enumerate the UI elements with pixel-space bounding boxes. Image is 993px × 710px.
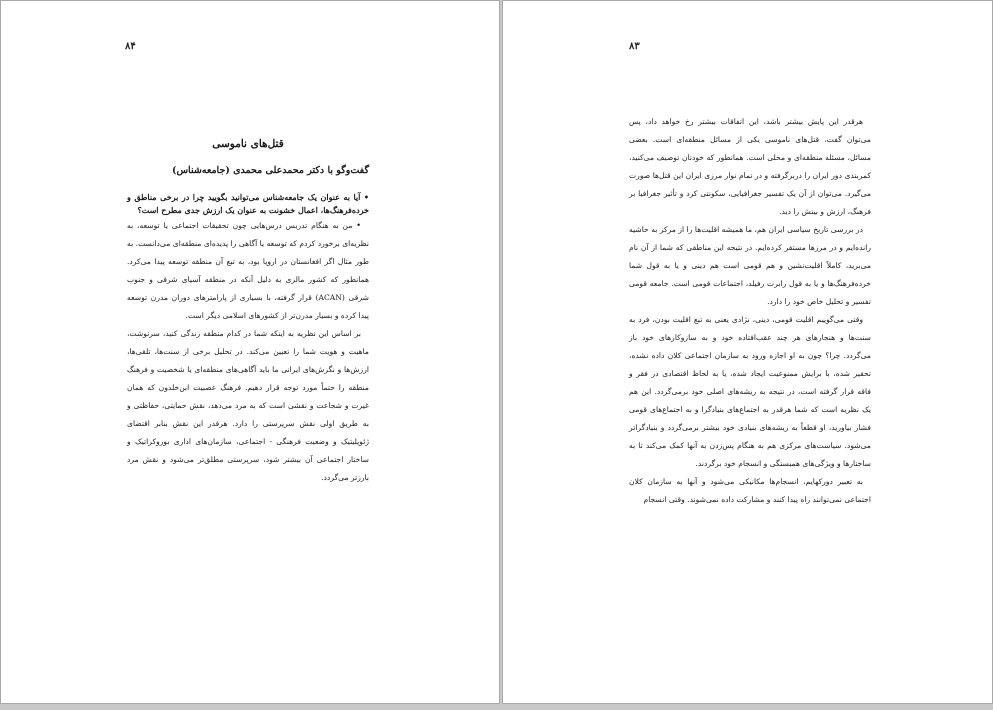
- chapter-title: قتل‌های ناموسی: [212, 138, 284, 150]
- chapter-subtitle: گفت‌وگو با دکتر محمدعلی محمدی (جامعه‌شناس): [171, 165, 369, 176]
- question-text: آیا به عنوان یک جامعه‌شناس می‌توانید بگویید چرا در برخی مناطق و خرده‌فرهنگ‌ها، اعمال خشونت به عنوان یک ارزش جدی مطرح است؟: [127, 192, 369, 215]
- left-page: [0, 0, 500, 704]
- paragraph: هرقدر این پایش بیشتر باشد، این اتفاقات بیشتر رخ خواهد داد، پس می‌توان گفت، قتل‌های ناموسی یکی از مسائل منطقه‌ای است. بعضی مسائل، مسئله منطقه‌ای و محلی است. همانطور که خودتان توصیف می‌کنید، کمربندی دور ایران را دربرگرفته و در تمام نوار مرزی ایران این قتل‌ها صورت می‌گیرد. می‌توان از آن یک تفسیر جغرافیایی، سکونتی کرد و تأثیر جغرافیا بر فرهنگ، ارزش و بینش را دید.: [629, 117, 871, 216]
- page-number: ۸۳: [629, 41, 640, 52]
- paragraph: [127, 217, 369, 325]
- left-page-body: [127, 135, 369, 487]
- paragraph: به تعبیر دورکهایم، انسجام‌ها مکانیکی می‌شود و آنها به سازمان کلان اجتماعی نمی‌توانند راه پیدا کنند و مشارکت داده نمی‌شوند. وقتی انسجام: [629, 477, 871, 504]
- paragraph-text: من به هنگام تدریس درس‌هایی چون تحقیقات اجتماعی یا توسعه، به نظریه‌ای برخورد کردم که توسعه یا آگاهی را پدیده‌ای منطقه‌ای می‌دانست. به طور مثال اگر افغانستان در اروپا بود، به تبع آن منطقه توسعه پیدا می‌کرد. همانطور که کشور مالزی به دلیل آنکه در منطقه آسیای شرقی و جنوب شرقی (ACAN) قرار گرفته، با بسیاری از پارامترهای دوران مدرن توسعه پیدا کرده و بسیار مدرن‌تر از کشورهای اسلامی دیگر است.: [127, 221, 369, 320]
- bullet-icon: •: [356, 221, 361, 230]
- right-page-body: [629, 113, 871, 509]
- interview-question: [127, 191, 369, 217]
- right-page: [502, 0, 993, 704]
- paragraph: وقتی می‌گوییم اقلیت قومی، دینی، نژادی یعنی به تبع اقلیت بودن، فرد به سنت‌ها و هنجارهای هر چند عقب‌افتاده خود و به سازوکارهای خود باز می‌گردد. چرا؟ چون به او اجازه ورود به سازمان اجتماعی کلان داده نشده، تحقیر شده، با برایش ممنوعیت ایجاد شده، یا به لحاظ اقتصادی در فقر و فاقه قرار گرفته است، در نتیجه به ریشه‌های اصلی خود برمی‌گردد. این هم یک نظریه است که شما هرقدر به اجتماع‌های بنیادگرا و به اجتماع‌های قومی فشار بیاورید، او قطعاً به ریشه‌های بنیادی خود بیشتر برمی‌گردد و بنیادگراتر می‌شود. سیاست‌های مرکزی هم به هنگام پس‌زدن به آنها کمک می‌کند تا به ساختارها و ویژگی‌های همبستگی و انسجام خود برگردند.: [629, 315, 871, 468]
- bullet-icon: •: [363, 192, 369, 202]
- page-number: ۸۴: [125, 41, 136, 52]
- paragraph: در بررسی تاریخ سیاسی ایران هم، ما همیشه اقلیت‌ها را از مرکز به حاشیه رانده‌ایم و در مرزها مستقر کرده‌ایم. در نتیجه این مناطقی که شما از آن نام می‌برید، کاملاً اقلیت‌نشین و هم قومی است هم دینی و یا به قول شما خرده‌فرهنگ‌ها و یا به قول رابرت رفیلد، اجتماعات قومی است. جامعه قومی تفسیر و تحلیل خاص خود را دارد.: [629, 225, 871, 306]
- paragraph: بر اساس این نظریه به اینکه شما در کدام منطقه زندگی کنید، سرنوشت، ماهیت و هویت شما را تعیین می‌کند. در تحلیل برخی از سنت‌ها، تلقی‌ها، ارزش‌ها و نگرش‌های ایرانی ما باید آگاهی‌های منطقه‌ای یا شخصیت و فرهنگ منطقه را حتماً مورد توجه قرار دهیم. فرهنگ عصبیت ابن‌خلدون که همان غیرت و شجاعت و نقشی است که به مرد می‌دهد، نقش حمایتی، حفاظتی و به طریق اولی نقش سرپرستی را دارد. هرقدر این نقش بنابر اقتضای ژئوپلیتیک و وضعیت فرهنگی - اجتماعی، سازمان‌های اداری بوروکراتیک و ساختار اجتماعی آن بیشتر شود، سرپرستی مطلق‌تر می‌شود و نقش مرد بارزتر می‌گردد.: [127, 329, 369, 482]
